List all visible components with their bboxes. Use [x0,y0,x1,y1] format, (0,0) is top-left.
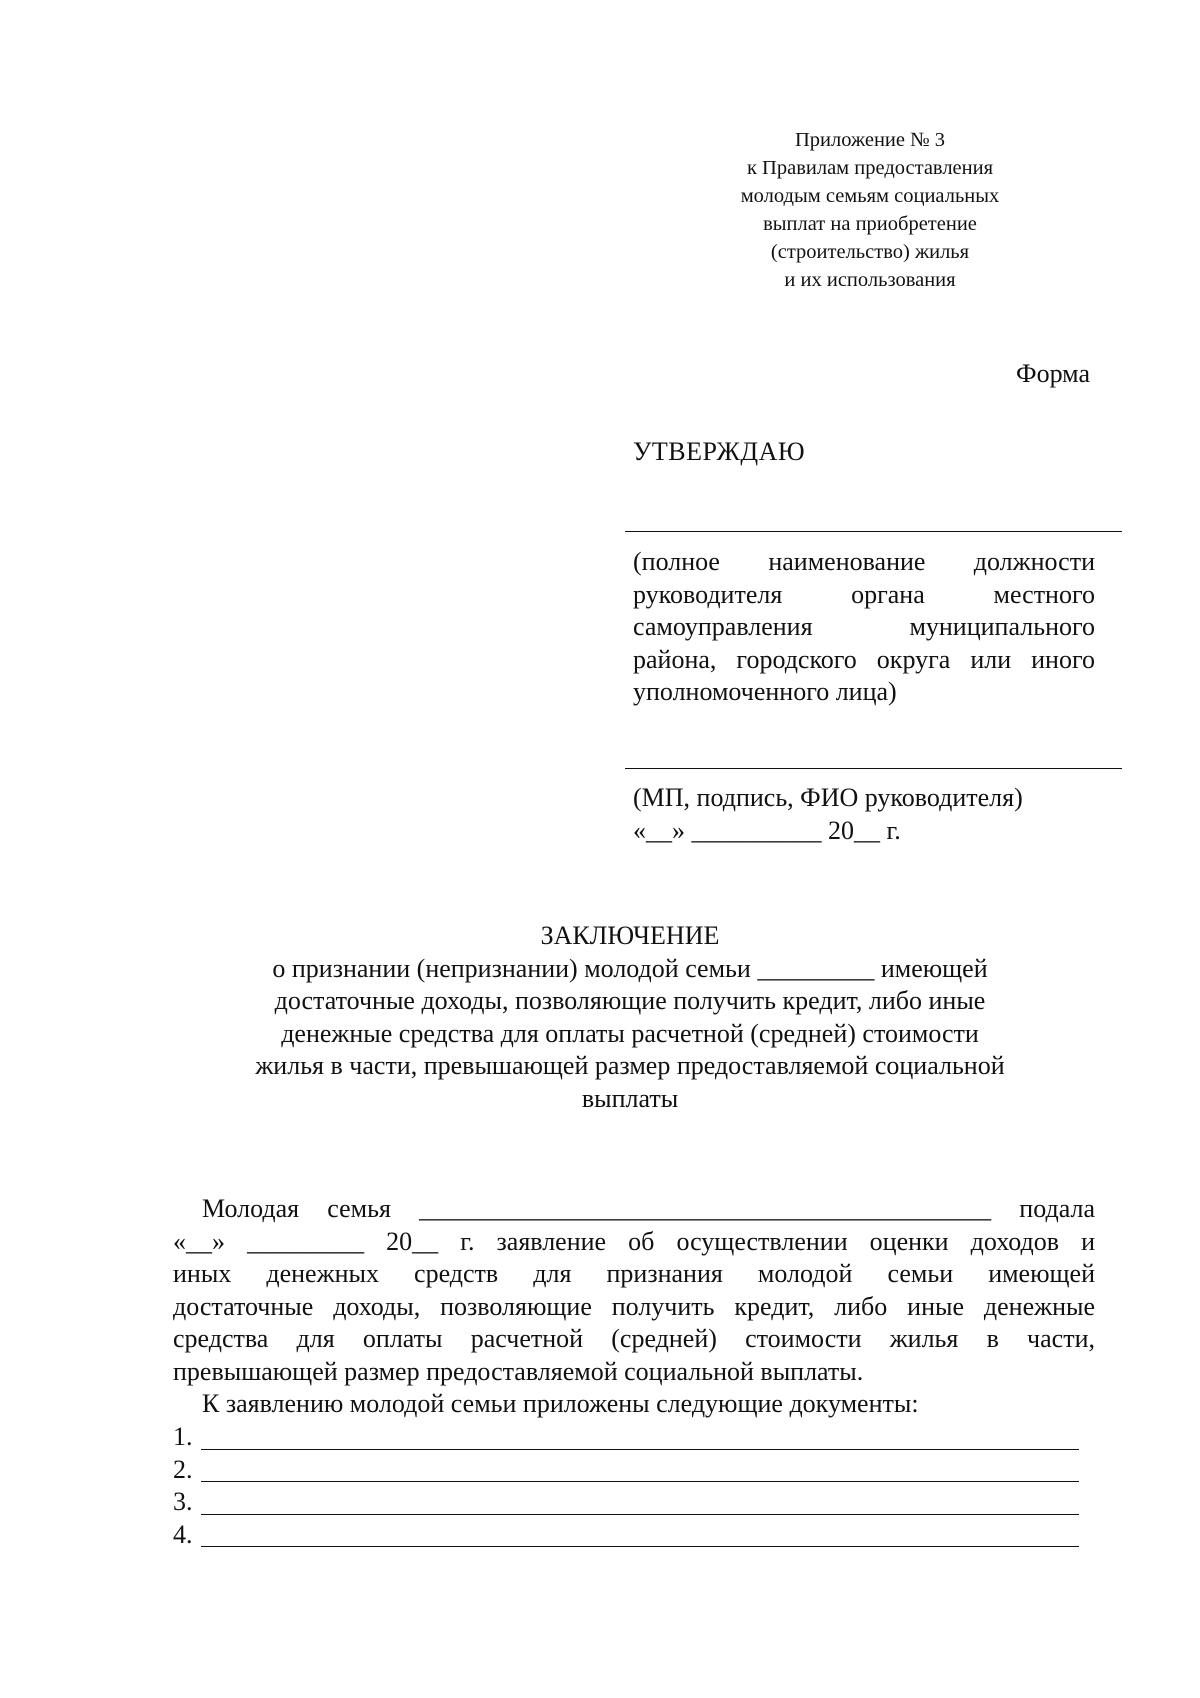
approval-title: УТВЕРЖДАЮ [633,437,806,466]
body-line: превышающей размер предоставляемой социальной выплаты. [173,1356,864,1386]
conclusion-subtitle-line: денежные средства для оплаты расчетной (средней) стоимости [281,1018,979,1048]
document-number: 1. [173,1422,193,1451]
position-caption [633,546,1095,709]
appendix-line: и их использования [784,269,956,291]
document-fill-line [201,1425,1079,1450]
document-item [173,1486,1095,1519]
document-fill-line [201,1522,1079,1547]
conclusion-subtitle-line: о признании (непризнании) молодой семьи _________ имеющей [272,953,988,983]
conclusion-title: ЗАКЛЮЧЕНИЕ [540,921,720,950]
form-label: Форма [1016,359,1090,388]
document-item [173,1519,1095,1552]
document-item [173,1454,1095,1487]
signature-caption-block [633,782,1023,847]
document-fill-line [201,1457,1079,1482]
signature-caption: (МП, подпись, ФИО руководителя) [633,783,1023,812]
body-line: иных денежных средств для признания молодой семьи имеющей [173,1259,1095,1288]
document-item [173,1421,1095,1454]
position-caption-line: уполномоченного лица) [633,677,897,706]
body-line: Молодая семья ____________________________________________ подала [202,1194,1095,1223]
head-signature-line [625,768,1122,769]
position-caption-line: (полное наименование должности [633,547,1095,576]
appendix-line: Приложение № 3 [794,129,946,151]
position-caption-line: района, городского округа или иного [633,644,1095,674]
document-fill-line [201,1490,1079,1515]
body-line: достаточные доходы, позволяющие получить кредит, либо иные денежные [173,1291,1095,1321]
conclusion-heading [180,920,1080,1115]
body-line: средства для оплаты расчетной (средней) стоимости жилья в части, [173,1324,1095,1353]
conclusion-subtitle-line: достаточные доходы, позволяющие получить кредит, либо иные [274,986,986,1015]
position-signature-line [625,531,1122,532]
body-paragraph [173,1193,1095,1421]
approval-date: «__» __________ 20__ г. [633,815,901,845]
documents-intro: К заявлению молодой семьи приложены следующие документы: [202,1389,919,1418]
appendix-header [690,126,1050,294]
position-caption-line: самоуправления муниципального [633,612,1095,641]
document-number: 4. [173,1519,193,1549]
appendix-line: молодым семьям социальных [740,185,1000,207]
body-line: «__» _________ 20__ г. заявление об осуществлении оценки доходов и [173,1226,1095,1256]
appendix-line: к Правилам предоставления [746,157,994,179]
appendix-line: (строительство) жилья [770,241,970,263]
conclusion-subtitle-line: выплаты [581,1083,679,1113]
document-number: 2. [173,1454,193,1484]
appendix-line: выплат на приобретение [763,213,977,235]
conclusion-subtitle-line: жилья в части, превышающей размер предоставляемой социальной [255,1051,1005,1080]
position-caption-line: руководителя органа местного [633,579,1095,609]
document-number: 3. [173,1487,193,1516]
documents-list [173,1421,1095,1551]
